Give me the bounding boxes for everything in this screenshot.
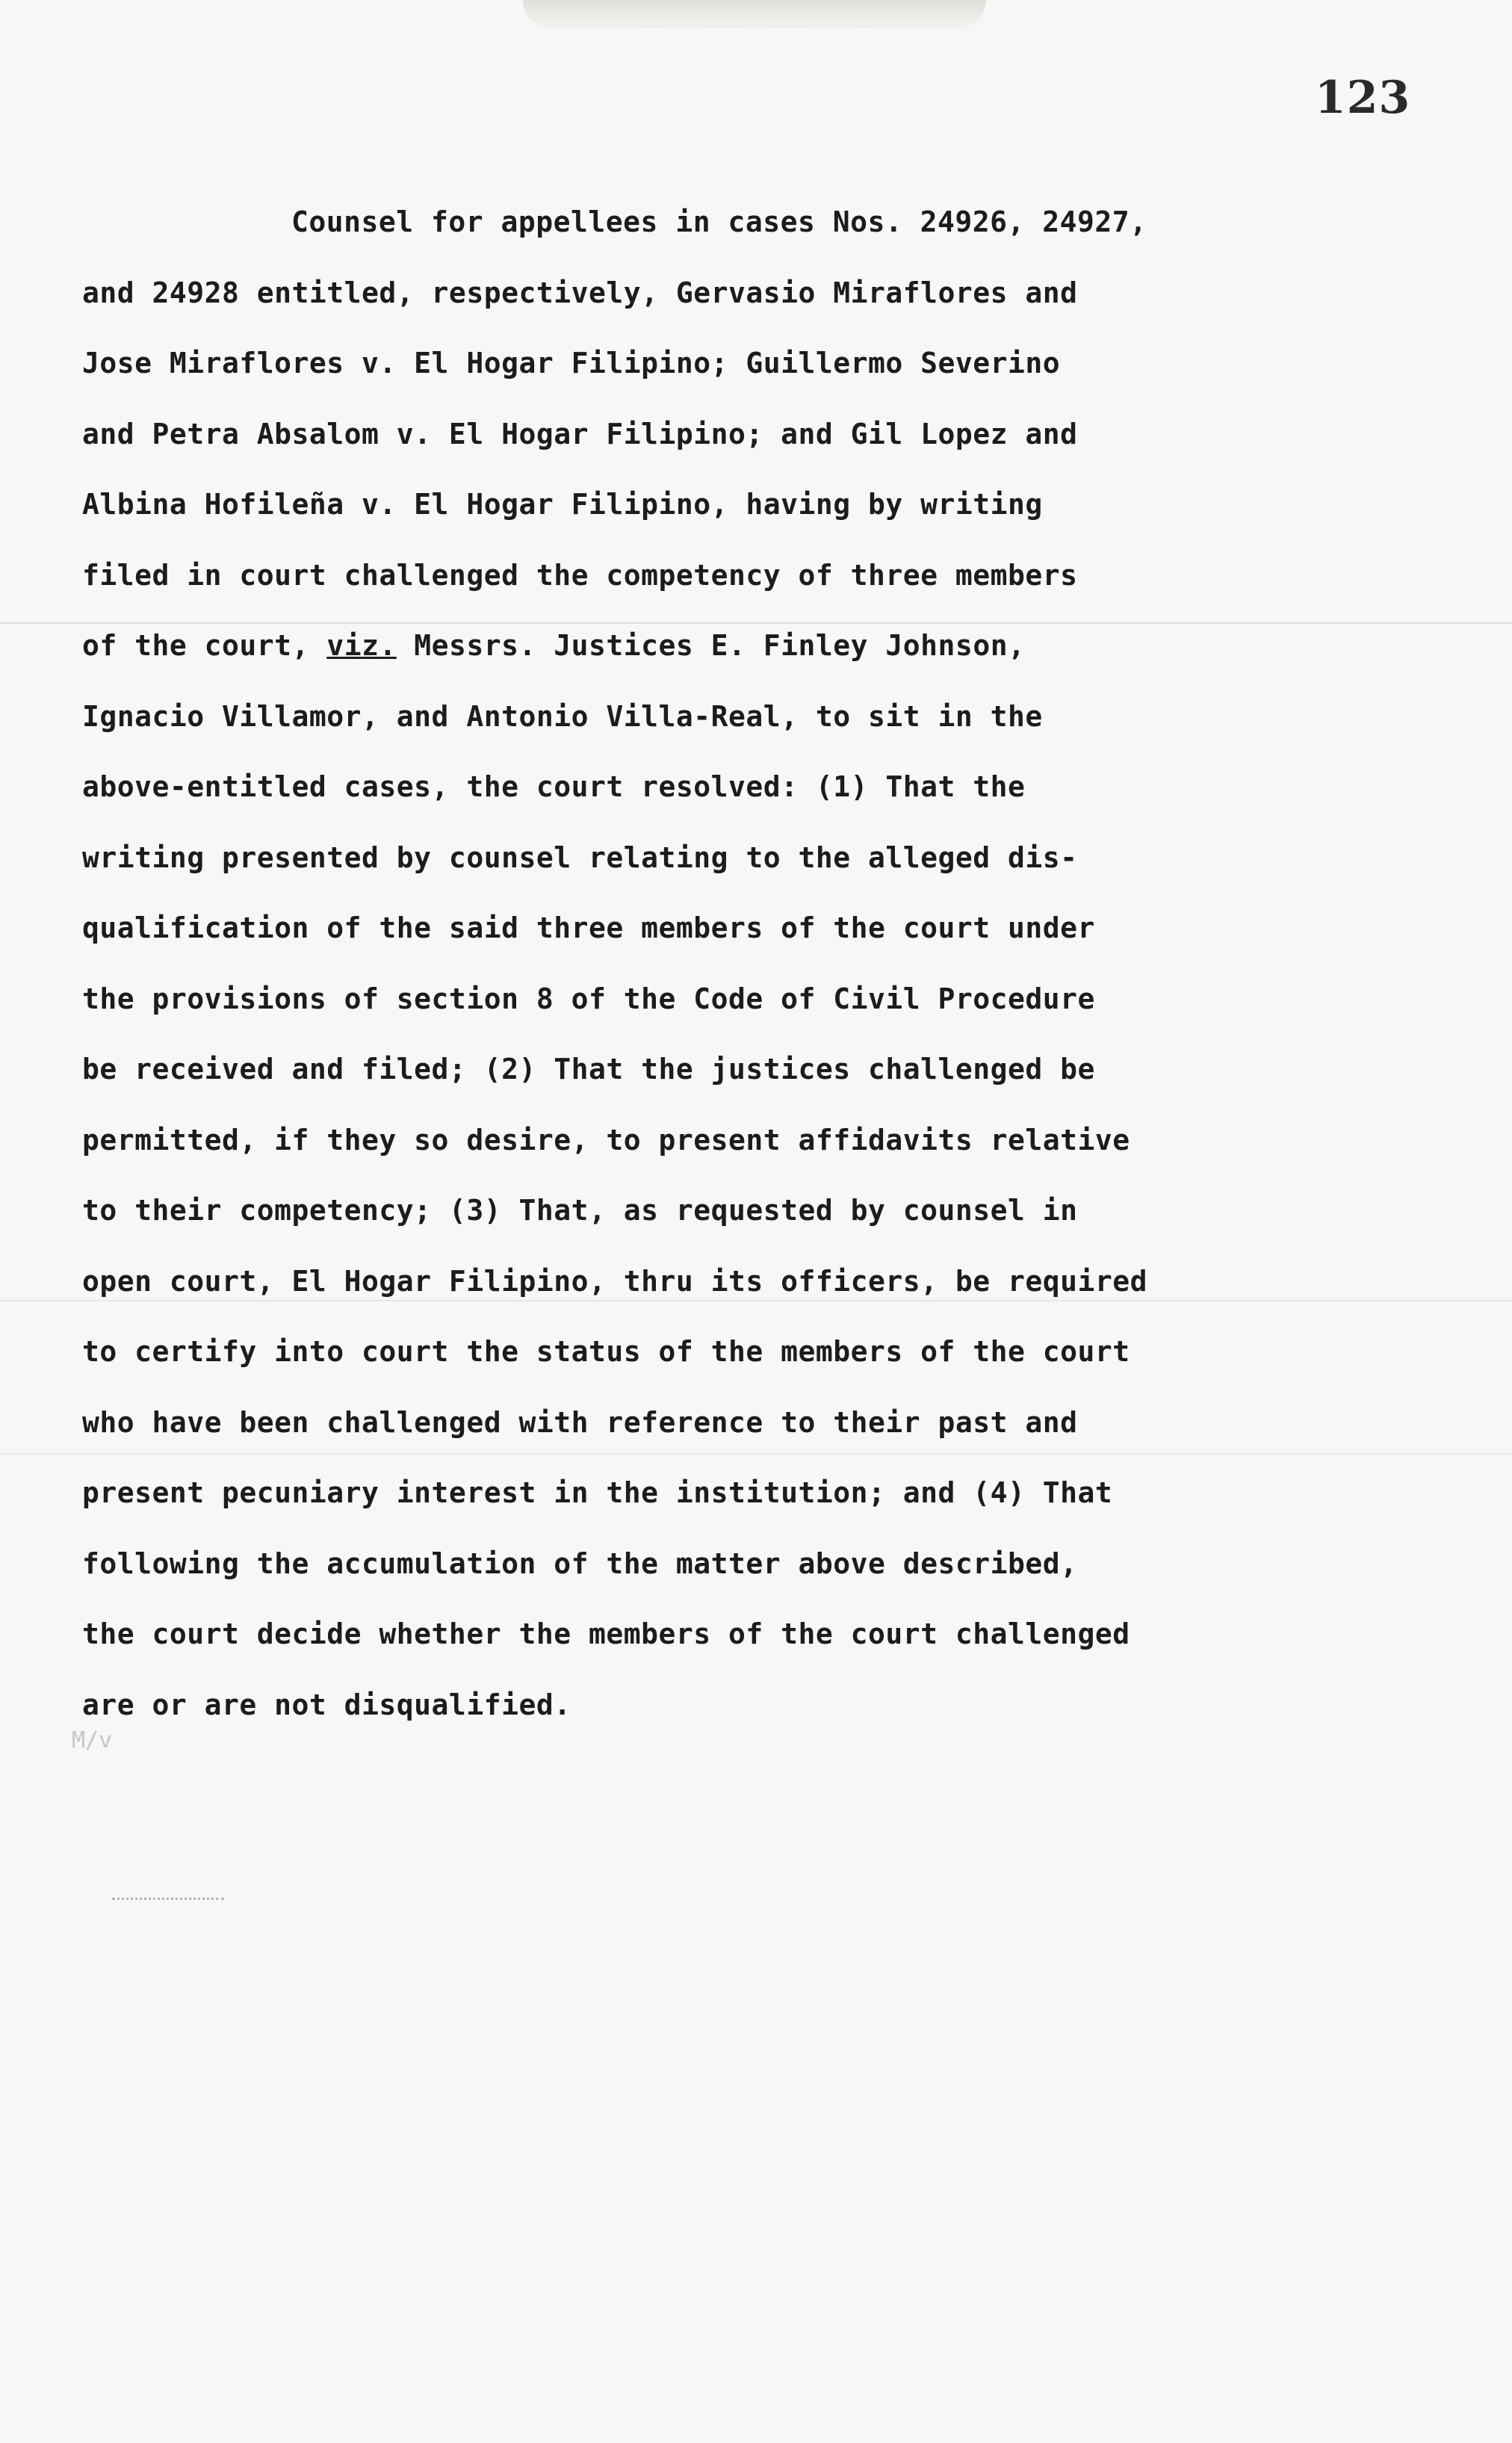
text-line: who have been challenged with reference to their past and [82, 1405, 1078, 1439]
typist-initials: M/v [72, 1727, 113, 1753]
text-line: to their competency; (3) That, as requested by counsel in [82, 1194, 1078, 1227]
text-line: Albina Hofileña v. El Hogar Filipino, having by writing [82, 488, 1043, 521]
text-line: Counsel for appellees in cases Nos. 24926, 24927, [291, 205, 1147, 238]
page-number: 123 [1315, 72, 1411, 124]
underlined-viz: viz. [326, 629, 397, 662]
text-line: permitted, if they so desire, to present affidavits relative [82, 1123, 1130, 1157]
text-line: the provisions of section 8 of the Code of Civil Procedure [82, 982, 1095, 1015]
text-line: and 24928 entitled, respectively, Gervasio Miraflores and [82, 276, 1078, 309]
faint-mark [112, 1898, 224, 1904]
text-line: the court decide whether the members of the court challenged [82, 1617, 1130, 1650]
scan-smudge [523, 0, 986, 28]
text-line: Ignacio Villamor, and Antonio Villa-Real, to sit in the [82, 699, 1043, 733]
text-line: be received and filed; (2) That the justices challenged be [82, 1053, 1095, 1086]
text-line: are or are not disqualified. [82, 1688, 571, 1721]
text-line: filed in court challenged the competency of three members [82, 558, 1078, 592]
text-line [82, 610, 1397, 681]
text-line: following the accumulation of the matter above described, [82, 1546, 1078, 1580]
text-line: and Petra Absalom v. El Hogar Filipino; and Gil Lopez and [82, 417, 1078, 450]
text-segment: of the court, [82, 629, 309, 662]
resolution-text [82, 187, 1397, 1740]
text-line: qualification of the said three members of the court under [82, 911, 1095, 944]
text-line: present pecuniary interest in the institution; and (4) That [82, 1476, 1113, 1509]
text-line: above-entitled cases, the court resolved: (1) That the [82, 770, 1026, 803]
text-segment: Messrs. Justices E. Finley Johnson, [414, 629, 1026, 662]
text-line: Jose Miraflores v. El Hogar Filipino; Guillermo Severino [82, 347, 1061, 380]
text-line: writing presented by counsel relating to the alleged dis- [82, 840, 1078, 874]
text-line: to certify into court the status of the members of the court [82, 1335, 1130, 1368]
text-line: open court, El Hogar Filipino, thru its officers, be required [82, 1264, 1148, 1298]
